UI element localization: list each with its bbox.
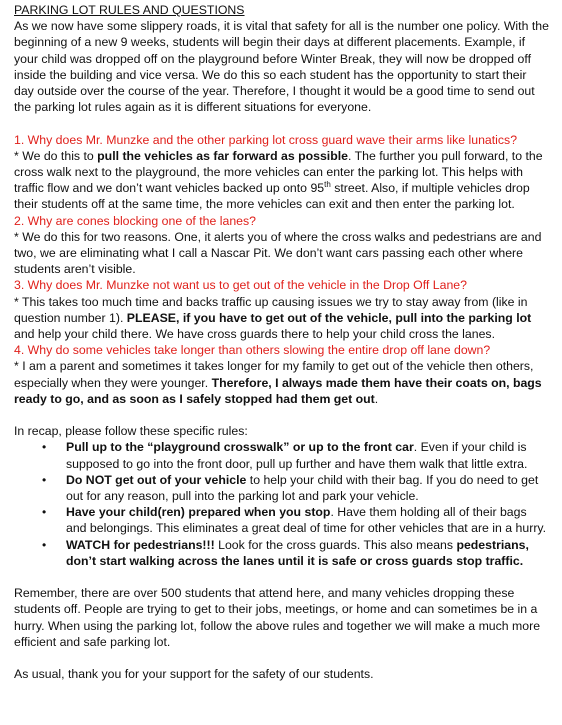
rule-item (42, 439, 549, 471)
intro-paragraph: As we now have some slippery roads, it is vital that safety for all is the number one policy. With the beginning of a new 9 weeks, students will begin their days at different placements. Example, if your child was dropped off on the playground before Winter Break, they will now be dropped off inside the building and vice versa. We do this so each student has the opportunity to start their day outside over the course of the year. Therefore, I thought it would be a good time to send out the parking lot rules again as it is different situations for everyone. (14, 19, 549, 115)
spacer (14, 650, 549, 666)
rule-item (42, 504, 549, 536)
bullet-icon: • (42, 537, 47, 552)
recap-intro: In recap, please follow these specific rules: (14, 424, 248, 439)
question-1: 1. Why does Mr. Munzke and the other parking lot cross guard wave their arms like lunatics? (14, 132, 518, 147)
bullet-icon: • (42, 505, 47, 520)
answer-4-bold: Therefore, I always made them have their coats on, bags ready to go, and as soon as I safely stopped had them get out (14, 375, 542, 406)
answer-1-text-3: street. Also, if multiple vehicles drop their students off at the same time, the more vehicles can exit and then enter the parking lot. (14, 181, 530, 212)
answer-4-text: * I am a parent and sometimes it takes longer for my family to get out of the vehicle then others, especially when they were younger. (14, 359, 534, 390)
answer-3 (14, 294, 549, 343)
answer-3-bold: PLEASE, if you have to get out of the vehicle, pull into the parking lot (126, 310, 532, 325)
rule-bold: Pull up to the “playground crosswalk” or up to the front car (66, 440, 414, 455)
rule-item (42, 472, 549, 504)
thanks-line: As usual, thank you for your support for the safety of our students. (14, 667, 374, 682)
spacer (14, 407, 549, 423)
answer-3-text-2: and help your child there. We have cross guards there to help your child cross the lanes. (14, 327, 495, 342)
spacer (14, 115, 549, 131)
answer-1-bold: pull the vehicles as far forward as possible (97, 148, 348, 163)
answer-1 (14, 148, 549, 213)
rule-text: to help your child with their bag. If you do need to get out for any reason, pull into the parking lot and park your vehicle. (66, 472, 539, 504)
answer-1-sup: th (324, 180, 331, 190)
rule-bold: WATCH for pedestrians!!! (66, 537, 215, 552)
document (14, 2, 549, 682)
answer-4-text-2: . (374, 391, 379, 406)
rule-bold-2: pedestrians, don’t start walking across the lanes until it is safe or cross guards stop traffic. (66, 537, 529, 568)
bullet-icon: • (42, 440, 47, 455)
question-3: 3. Why does Mr. Munzke not want us to get out of the vehicle in the Drop Off Lane? (14, 278, 467, 293)
answer-1-text: * We do this to (14, 148, 98, 163)
rule-text: . Have them holding all of their bags and belongings. This eliminates a great deal of time for other vehicles that are in a hurry. (66, 505, 547, 536)
bullet-icon: • (42, 472, 47, 487)
question-4: 4. Why do some vehicles take longer than others slowing the entire drop off lane down? (14, 343, 491, 358)
answer-1-text-2: . The further you pull forward, to the cross walk next to the playground, the more vehicles can enter the parking lot. This helps with traffic flow and we don’t want vehicles backed up onto 95 (14, 148, 543, 196)
answer-4 (14, 358, 549, 407)
rule-bold: Do NOT get out of your vehicle (66, 472, 247, 487)
answer-3-text: * This takes too much time and backs traffic up causing issues we try to stay away from (like in question number 1). (14, 294, 528, 325)
rule-bold: Have your child(ren) prepared when you stop (66, 505, 331, 520)
rule-text: Look for the cross guards. This also means (214, 537, 457, 552)
closing-paragraph: Remember, there are over 500 students that attend here, and many vehicles dropping these students off. People are trying to get to their jobs, meetings, or home and can sometimes be in a hurry. When using the parking lot, follow the above rules and together we will make a much more efficient and safe parking lot. (14, 586, 541, 649)
rule-text: . Even if your child is supposed to go into the front door, pull up further and have them walk that little extra. (66, 440, 528, 471)
question-2: 2. Why are cones blocking one of the lanes? (14, 213, 256, 228)
answer-2: * We do this for two reasons. One, it alerts you of where the cross walks and pedestrians are and two, we are eliminating what I call a Nascar Pit. We don’t want cars passing each other where students aren’t visible. (14, 229, 542, 277)
spacer (14, 569, 549, 585)
document-title: PARKING LOT RULES AND QUESTIONS (14, 3, 245, 17)
rules-list (14, 439, 549, 569)
rule-item (42, 537, 549, 569)
